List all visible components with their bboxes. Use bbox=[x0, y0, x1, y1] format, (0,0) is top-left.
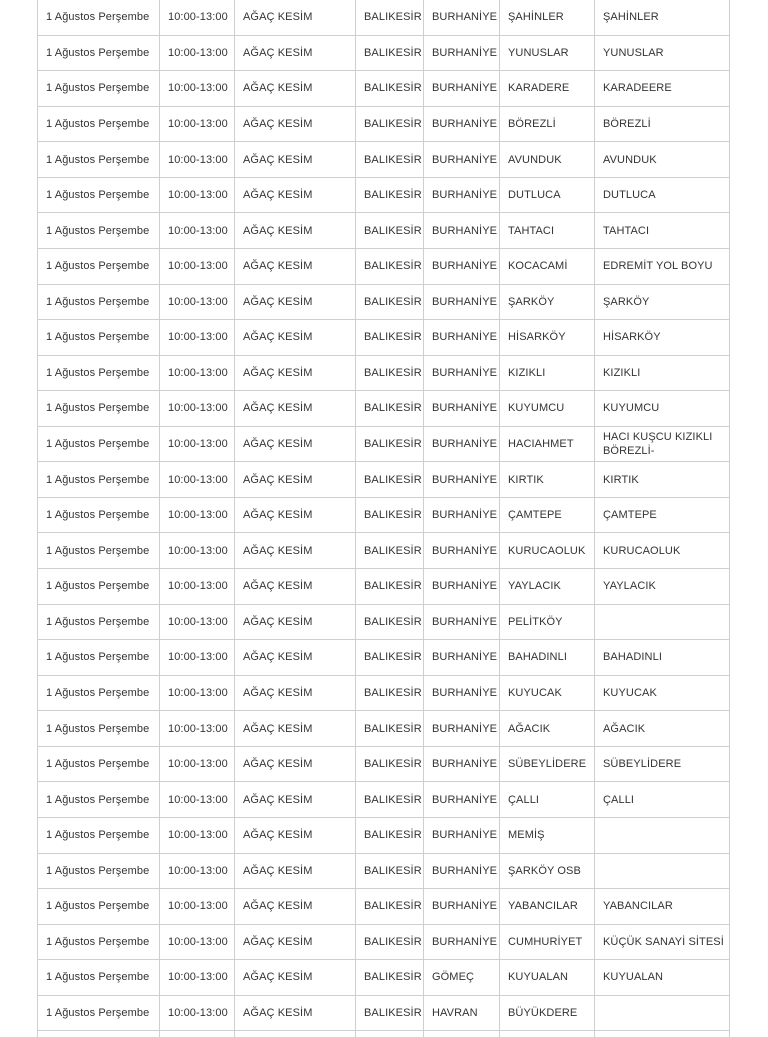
city-cell: BALIKESİR bbox=[356, 604, 424, 640]
work-type-cell: AĞAÇ KESİM bbox=[235, 675, 356, 711]
district-cell: BURHANİYE bbox=[424, 462, 500, 498]
date-cell: 1 Ağustos Perşembe bbox=[38, 355, 160, 391]
time-cell: 10:00-13:00 bbox=[160, 462, 235, 498]
time-cell: 10:00-13:00 bbox=[160, 995, 235, 1031]
table-row bbox=[38, 213, 730, 249]
work-type-cell: AĞAÇ KESİM bbox=[235, 462, 356, 498]
work-type-cell: AĞAÇ KESİM bbox=[235, 426, 356, 462]
outage-table bbox=[37, 0, 730, 1037]
street-cell: EDREMİT YOL BOYU bbox=[595, 248, 730, 284]
street-cell: DUTLUCA bbox=[595, 177, 730, 213]
table-row bbox=[38, 569, 730, 605]
table-row bbox=[38, 106, 730, 142]
district-cell: BURHANİYE bbox=[424, 817, 500, 853]
work-type-cell: AĞAÇ KESİM bbox=[235, 355, 356, 391]
time-cell: 10:00-13:00 bbox=[160, 497, 235, 533]
table-row bbox=[38, 177, 730, 213]
table-row bbox=[38, 924, 730, 960]
street-cell: ÇALLI bbox=[595, 782, 730, 818]
work-type-cell: AĞAÇ KESİM bbox=[235, 817, 356, 853]
city-cell: BALIKESİR bbox=[356, 106, 424, 142]
city-cell: BALIKESİR bbox=[356, 746, 424, 782]
street-cell: HACI KUŞCU KIZIKLI BÖREZLİ- bbox=[595, 426, 730, 462]
table-row bbox=[38, 960, 730, 996]
street-cell: AĞACIK bbox=[595, 711, 730, 747]
date-cell: 1 Ağustos Perşembe bbox=[38, 960, 160, 996]
table-row bbox=[38, 817, 730, 853]
district-cell: BURHANİYE bbox=[424, 142, 500, 178]
neighborhood-cell: MEMİŞ bbox=[500, 817, 595, 853]
city-cell: BALIKESİR bbox=[356, 320, 424, 356]
date-cell: 1 Ağustos Perşembe bbox=[38, 35, 160, 71]
district-cell: BURHANİYE bbox=[424, 604, 500, 640]
table-row bbox=[38, 782, 730, 818]
street-cell: AVUNDUK bbox=[595, 142, 730, 178]
district-cell: BURHANİYE bbox=[424, 640, 500, 676]
city-cell: BALIKESİR bbox=[356, 853, 424, 889]
city-cell: BALIKESİR bbox=[356, 177, 424, 213]
time-cell: 10:00-13:00 bbox=[160, 569, 235, 605]
city-cell: BALIKESİR bbox=[356, 284, 424, 320]
street-cell: SÜBEYLİDERE bbox=[595, 746, 730, 782]
date-cell: 1 Ağustos Perşembe bbox=[38, 106, 160, 142]
street-cell: KÜÇÜK SANAYİ SİTESİ bbox=[595, 924, 730, 960]
table-row bbox=[38, 711, 730, 747]
table-row bbox=[38, 35, 730, 71]
street-cell: KUYUCAK bbox=[595, 675, 730, 711]
district-cell: BURHANİYE bbox=[424, 213, 500, 249]
city-cell: BALIKESİR bbox=[356, 711, 424, 747]
work-type-cell: AĞAÇ KESİM bbox=[235, 995, 356, 1031]
date-cell: 1 Ağustos Perşembe bbox=[38, 569, 160, 605]
street-cell bbox=[595, 817, 730, 853]
street-cell bbox=[595, 1031, 730, 1037]
neighborhood-cell: KUYUALAN bbox=[500, 960, 595, 996]
city-cell: BALIKESİR bbox=[356, 0, 424, 35]
time-cell: 10:00-13:00 bbox=[160, 889, 235, 925]
time-cell: 10:00-13:00 bbox=[160, 640, 235, 676]
district-cell: BURHANİYE bbox=[424, 924, 500, 960]
district-cell: BURHANİYE bbox=[424, 35, 500, 71]
street-cell: ŞARKÖY bbox=[595, 284, 730, 320]
neighborhood-cell: DUTLUCA bbox=[500, 177, 595, 213]
date-cell: 1 Ağustos Perşembe bbox=[38, 995, 160, 1031]
work-type-cell: AĞAÇ KESİM bbox=[235, 213, 356, 249]
table-row bbox=[38, 71, 730, 107]
work-type-cell: AĞAÇ KESİM bbox=[235, 640, 356, 676]
street-cell: HİSARKÖY bbox=[595, 320, 730, 356]
time-cell: 10:00-13:00 bbox=[160, 71, 235, 107]
neighborhood-cell: BAHADINLI bbox=[500, 640, 595, 676]
date-cell: 1 Ağustos Perşembe bbox=[38, 426, 160, 462]
table-row bbox=[38, 1031, 730, 1037]
date-cell: 1 Ağustos Perşembe bbox=[38, 889, 160, 925]
city-cell: BALIKESİR bbox=[356, 889, 424, 925]
street-cell: KARADEERE bbox=[595, 71, 730, 107]
street-cell: KIRTIK bbox=[595, 462, 730, 498]
city-cell: BALIKESİR bbox=[356, 817, 424, 853]
date-cell: 1 Ağustos Perşembe bbox=[38, 142, 160, 178]
time-cell: 10:00-13:00 bbox=[160, 320, 235, 356]
street-cell bbox=[595, 853, 730, 889]
outage-table-body bbox=[38, 0, 730, 1037]
work-type-cell: AĞAÇ KESİM bbox=[235, 0, 356, 35]
work-type-cell: AĞAÇ KESİM bbox=[235, 35, 356, 71]
district-cell: BURHANİYE bbox=[424, 533, 500, 569]
work-type-cell: AĞAÇ KESİM bbox=[235, 853, 356, 889]
neighborhood-cell: YUNUSLAR bbox=[500, 35, 595, 71]
city-cell: BALIKESİR bbox=[356, 35, 424, 71]
city-cell: BALIKESİR bbox=[356, 782, 424, 818]
time-cell: 10:00-13:00 bbox=[160, 142, 235, 178]
work-type-cell: AĞAÇ KESİM bbox=[235, 320, 356, 356]
work-type-cell: AĞAÇ KESİM bbox=[235, 889, 356, 925]
neighborhood-cell: ÇAMTEPE bbox=[500, 497, 595, 533]
time-cell: 10:00-13:00 bbox=[160, 746, 235, 782]
work-type-cell: AĞAÇ KESİM bbox=[235, 924, 356, 960]
street-cell: YABANCILAR bbox=[595, 889, 730, 925]
time-cell: 10:00-13:00 bbox=[160, 0, 235, 35]
street-cell: BÖREZLİ bbox=[595, 106, 730, 142]
district-cell: GÖMEÇ bbox=[424, 960, 500, 996]
neighborhood-cell: KARADERE bbox=[500, 71, 595, 107]
district-cell: BURHANİYE bbox=[424, 711, 500, 747]
district-cell: BURHANİYE bbox=[424, 0, 500, 35]
city-cell: BALIKESİR bbox=[356, 462, 424, 498]
work-type-cell: AĞAÇ KESİM bbox=[235, 960, 356, 996]
date-cell: 1 Ağustos Perşembe bbox=[38, 853, 160, 889]
date-cell: 1 Ağustos Perşembe bbox=[38, 675, 160, 711]
district-cell: BURHANİYE bbox=[424, 497, 500, 533]
street-cell: YUNUSLAR bbox=[595, 35, 730, 71]
district-cell bbox=[424, 1031, 500, 1037]
district-cell: BURHANİYE bbox=[424, 569, 500, 605]
city-cell: BALIKESİR bbox=[356, 497, 424, 533]
table-row bbox=[38, 675, 730, 711]
work-type-cell: AĞAÇ KESİM bbox=[235, 177, 356, 213]
neighborhood-cell: AVUNDUK bbox=[500, 142, 595, 178]
street-cell: KUYUMCU bbox=[595, 391, 730, 427]
neighborhood-cell: ŞARKÖY bbox=[500, 284, 595, 320]
city-cell: BALIKESİR bbox=[356, 213, 424, 249]
district-cell: BURHANİYE bbox=[424, 355, 500, 391]
district-cell: BURHANİYE bbox=[424, 675, 500, 711]
table-row bbox=[38, 604, 730, 640]
neighborhood-cell: KIRTIK bbox=[500, 462, 595, 498]
date-cell: 1 Ağustos Perşembe bbox=[38, 497, 160, 533]
time-cell: 10:00-13:00 bbox=[160, 177, 235, 213]
time-cell: 10:00-13:00 bbox=[160, 604, 235, 640]
district-cell: BURHANİYE bbox=[424, 426, 500, 462]
time-cell: 10:00-13:00 bbox=[160, 924, 235, 960]
date-cell: 1 Ağustos Perşembe bbox=[38, 533, 160, 569]
date-cell: 1 Ağustos Perşembe bbox=[38, 177, 160, 213]
time-cell: 10:00-13:00 bbox=[160, 675, 235, 711]
city-cell: BALIKESİR bbox=[356, 71, 424, 107]
time-cell: 10:00-13:00 bbox=[160, 248, 235, 284]
neighborhood-cell: HİSARKÖY bbox=[500, 320, 595, 356]
neighborhood-cell: ŞARKÖY OSB bbox=[500, 853, 595, 889]
neighborhood-cell: KURUCAOLUK bbox=[500, 533, 595, 569]
street-cell bbox=[595, 604, 730, 640]
table-row bbox=[38, 853, 730, 889]
neighborhood-cell: CUMHURİYET bbox=[500, 924, 595, 960]
street-cell: BAHADINLI bbox=[595, 640, 730, 676]
work-type-cell: AĞAÇ KESİM bbox=[235, 746, 356, 782]
city-cell: BALIKESİR bbox=[356, 569, 424, 605]
time-cell: 10:00-13:00 bbox=[160, 817, 235, 853]
table-row bbox=[38, 995, 730, 1031]
neighborhood-cell: YABANCILAR bbox=[500, 889, 595, 925]
city-cell: BALIKESİR bbox=[356, 960, 424, 996]
neighborhood-cell: KUYUCAK bbox=[500, 675, 595, 711]
table-row bbox=[38, 426, 730, 462]
work-type-cell: AĞAÇ KESİM bbox=[235, 497, 356, 533]
neighborhood-cell: ŞAHİNLER bbox=[500, 0, 595, 35]
city-cell: BALIKESİR bbox=[356, 640, 424, 676]
time-cell: 10:00-13:00 bbox=[160, 35, 235, 71]
city-cell bbox=[356, 1031, 424, 1037]
work-type-cell: AĞAÇ KESİM bbox=[235, 106, 356, 142]
work-type-cell: AĞAÇ KESİM bbox=[235, 391, 356, 427]
time-cell bbox=[160, 1031, 235, 1037]
table-row bbox=[38, 889, 730, 925]
neighborhood-cell: BÖREZLİ bbox=[500, 106, 595, 142]
district-cell: HAVRAN bbox=[424, 995, 500, 1031]
table-row bbox=[38, 248, 730, 284]
district-cell: BURHANİYE bbox=[424, 391, 500, 427]
table-row bbox=[38, 462, 730, 498]
table-row bbox=[38, 497, 730, 533]
table-row bbox=[38, 640, 730, 676]
work-type-cell: AĞAÇ KESİM bbox=[235, 782, 356, 818]
city-cell: BALIKESİR bbox=[356, 533, 424, 569]
street-cell: ŞAHİNLER bbox=[595, 0, 730, 35]
city-cell: BALIKESİR bbox=[356, 248, 424, 284]
work-type-cell: AĞAÇ KESİM bbox=[235, 71, 356, 107]
district-cell: BURHANİYE bbox=[424, 106, 500, 142]
district-cell: BURHANİYE bbox=[424, 320, 500, 356]
neighborhood-cell: KOCACAMİ bbox=[500, 248, 595, 284]
table-row bbox=[38, 533, 730, 569]
neighborhood-cell: SÜBEYLİDERE bbox=[500, 746, 595, 782]
district-cell: BURHANİYE bbox=[424, 853, 500, 889]
work-type-cell: AĞAÇ KESİM bbox=[235, 533, 356, 569]
street-cell: ÇAMTEPE bbox=[595, 497, 730, 533]
date-cell: 1 Ağustos Perşembe bbox=[38, 711, 160, 747]
time-cell: 10:00-13:00 bbox=[160, 711, 235, 747]
street-cell: KIZIKLI bbox=[595, 355, 730, 391]
table-row bbox=[38, 320, 730, 356]
date-cell: 1 Ağustos Perşembe bbox=[38, 71, 160, 107]
street-cell bbox=[595, 995, 730, 1031]
date-cell: 1 Ağustos Perşembe bbox=[38, 320, 160, 356]
work-type-cell: AĞAÇ KESİM bbox=[235, 284, 356, 320]
time-cell: 10:00-13:00 bbox=[160, 106, 235, 142]
work-type-cell: AĞAÇ KESİM bbox=[235, 142, 356, 178]
work-type-cell: AĞAÇ KESİM bbox=[235, 711, 356, 747]
date-cell: 1 Ağustos Perşembe bbox=[38, 604, 160, 640]
district-cell: BURHANİYE bbox=[424, 284, 500, 320]
table-row bbox=[38, 284, 730, 320]
street-cell: KUYUALAN bbox=[595, 960, 730, 996]
neighborhood-cell: YAYLACIK bbox=[500, 569, 595, 605]
work-type-cell: AĞAÇ KESİM bbox=[235, 248, 356, 284]
district-cell: BURHANİYE bbox=[424, 177, 500, 213]
date-cell: 1 Ağustos Perşembe bbox=[38, 248, 160, 284]
time-cell: 10:00-13:00 bbox=[160, 391, 235, 427]
time-cell: 10:00-13:00 bbox=[160, 853, 235, 889]
date-cell: 1 Ağustos Perşembe bbox=[38, 284, 160, 320]
city-cell: BALIKESİR bbox=[356, 426, 424, 462]
work-type-cell bbox=[235, 1031, 356, 1037]
city-cell: BALIKESİR bbox=[356, 675, 424, 711]
district-cell: BURHANİYE bbox=[424, 746, 500, 782]
date-cell bbox=[38, 1031, 160, 1037]
city-cell: BALIKESİR bbox=[356, 142, 424, 178]
date-cell: 1 Ağustos Perşembe bbox=[38, 213, 160, 249]
district-cell: BURHANİYE bbox=[424, 71, 500, 107]
street-cell: KURUCAOLUK bbox=[595, 533, 730, 569]
date-cell: 1 Ağustos Perşembe bbox=[38, 462, 160, 498]
table-row bbox=[38, 0, 730, 35]
neighborhood-cell: TAHTACI bbox=[500, 213, 595, 249]
time-cell: 10:00-13:00 bbox=[160, 355, 235, 391]
date-cell: 1 Ağustos Perşembe bbox=[38, 640, 160, 676]
district-cell: BURHANİYE bbox=[424, 248, 500, 284]
date-cell: 1 Ağustos Perşembe bbox=[38, 0, 160, 35]
work-type-cell: AĞAÇ KESİM bbox=[235, 569, 356, 605]
work-type-cell: AĞAÇ KESİM bbox=[235, 604, 356, 640]
city-cell: BALIKESİR bbox=[356, 924, 424, 960]
street-cell: YAYLACIK bbox=[595, 569, 730, 605]
date-cell: 1 Ağustos Perşembe bbox=[38, 782, 160, 818]
table-row bbox=[38, 142, 730, 178]
time-cell: 10:00-13:00 bbox=[160, 533, 235, 569]
city-cell: BALIKESİR bbox=[356, 391, 424, 427]
table-row bbox=[38, 391, 730, 427]
time-cell: 10:00-13:00 bbox=[160, 960, 235, 996]
date-cell: 1 Ağustos Perşembe bbox=[38, 817, 160, 853]
city-cell: BALIKESİR bbox=[356, 355, 424, 391]
neighborhood-cell: ÇALLI bbox=[500, 782, 595, 818]
time-cell: 10:00-13:00 bbox=[160, 284, 235, 320]
neighborhood-cell bbox=[500, 1031, 595, 1037]
time-cell: 10:00-13:00 bbox=[160, 213, 235, 249]
neighborhood-cell: KIZIKLI bbox=[500, 355, 595, 391]
table-row bbox=[38, 355, 730, 391]
neighborhood-cell: AĞACIK bbox=[500, 711, 595, 747]
street-cell: TAHTACI bbox=[595, 213, 730, 249]
neighborhood-cell: KUYUMCU bbox=[500, 391, 595, 427]
table-row bbox=[38, 746, 730, 782]
city-cell: BALIKESİR bbox=[356, 995, 424, 1031]
neighborhood-cell: PELİTKÖY bbox=[500, 604, 595, 640]
district-cell: BURHANİYE bbox=[424, 782, 500, 818]
date-cell: 1 Ağustos Perşembe bbox=[38, 391, 160, 427]
date-cell: 1 Ağustos Perşembe bbox=[38, 746, 160, 782]
date-cell: 1 Ağustos Perşembe bbox=[38, 924, 160, 960]
district-cell: BURHANİYE bbox=[424, 889, 500, 925]
time-cell: 10:00-13:00 bbox=[160, 426, 235, 462]
neighborhood-cell: BÜYÜKDERE bbox=[500, 995, 595, 1031]
neighborhood-cell: HACIAHMET bbox=[500, 426, 595, 462]
time-cell: 10:00-13:00 bbox=[160, 782, 235, 818]
